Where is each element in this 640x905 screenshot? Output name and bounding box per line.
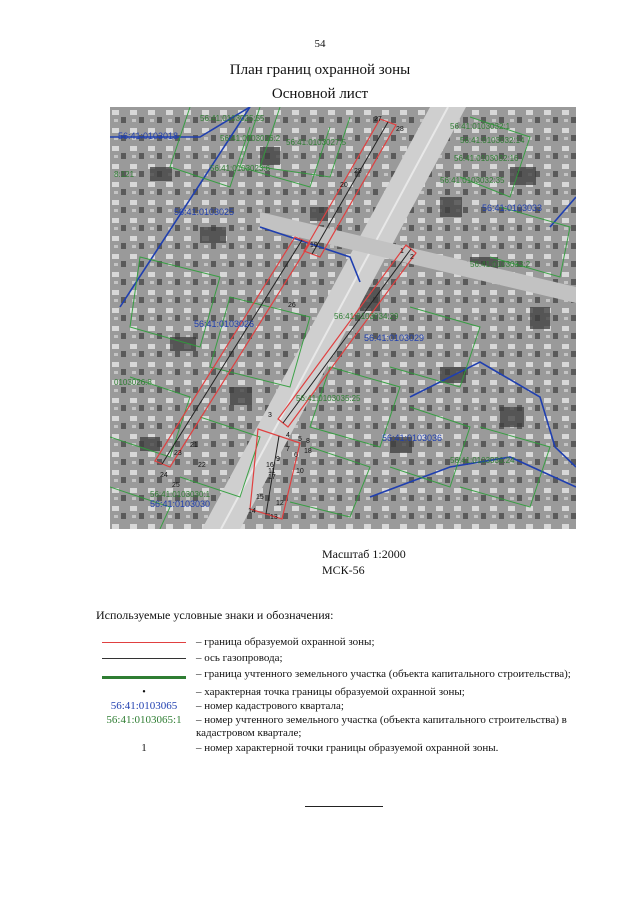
map-svg (110, 107, 576, 529)
parcel-label: 0103026:8 (114, 378, 152, 387)
quarter-label: 56:41:0103025 (174, 207, 235, 217)
point-label: 27 (374, 116, 382, 123)
parcel-label: 56:41:0103035:25 (296, 394, 361, 403)
point-label: 14 (248, 508, 256, 515)
scale-text: Масштаб 1:2000 (322, 547, 406, 561)
legend-title: Используемые условные знаки и обозначения: (96, 608, 334, 622)
point-label: 8 (306, 438, 310, 445)
point-label: 24 (160, 472, 168, 479)
point-label: 5 (298, 436, 302, 443)
legend-desc: – характерная точка границы образуемой охранной зоны; (196, 686, 465, 698)
page-title: План границ охранной зоны (229, 62, 411, 78)
parcel-label: 56:41:0103032:14 (460, 136, 525, 145)
signature-line (305, 806, 383, 807)
point-label: 1 (400, 248, 404, 255)
legend-symbol-axis-line (102, 652, 186, 659)
point-label: 21 (190, 442, 198, 449)
point-label: 22 (198, 462, 206, 469)
parcel-label: 8:121 (114, 170, 135, 179)
quarter-label: 56:41:0103030 (150, 499, 211, 509)
legend-symbol-quarter-number: 56:41:0103065 (110, 700, 178, 712)
point-label: 20 (340, 182, 348, 189)
aerial-map (110, 107, 576, 529)
point-label: 23 (174, 450, 182, 457)
crs-text: МСК-56 (322, 563, 365, 577)
point-label: 3 (268, 412, 272, 419)
point-label: 2 (410, 254, 414, 261)
point-label: 11 (268, 468, 276, 475)
legend-desc: – номер учтенного земельного участка (объекта капитального строительства) в кадастровом квартале; (196, 714, 567, 739)
point-label: 16 (266, 462, 274, 469)
point-label: 17 (268, 474, 276, 481)
point-label: 4 (286, 432, 290, 439)
quarter-label: 56:41:0103026 (194, 319, 255, 329)
quarter-label: 56:41:0103029 (364, 333, 425, 343)
page-number: 54 (314, 38, 326, 50)
parcel-label: 56:41:0103030:1 (150, 490, 211, 499)
point-label: 13 (270, 514, 278, 521)
parcel-label: 56:41:0103027:5 (286, 138, 347, 147)
point-label: 15 (256, 494, 264, 501)
point-label: 7 (286, 446, 290, 453)
point-label: 25 (172, 482, 180, 489)
point-label: 12 (276, 500, 284, 507)
quarter-label: 56:41:0103018 (118, 131, 179, 141)
parcel-label: 56:41:0103032:1 (450, 122, 511, 131)
parcel-label: 56:41:0103026:2 (220, 134, 281, 143)
point-label: 10 (296, 468, 304, 475)
parcel-label: 56:41:0103033:2 (470, 260, 531, 269)
quarter-label: 56:41:0103033 (482, 203, 543, 213)
parcel-label: 56:41:0103025:55 (200, 114, 265, 123)
legend-desc: – граница учтенного земельного участка (объекта капитального строительства); (196, 668, 571, 680)
legend-desc: – номер характерной точки границы образуемой охранной зоны. (196, 742, 499, 754)
legend-symbol-point-dot: • (142, 687, 146, 698)
point-label: 19 (310, 242, 318, 249)
legend-desc: – номер кадастрового квартала; (196, 700, 344, 712)
parcel-label: 56:41:0103034:29 (334, 312, 399, 321)
quarter-label: 56:41:0103036 (382, 433, 443, 443)
legend-symbol-parcel-line (102, 668, 186, 679)
parcel-label: 56:41:0103023:6 (210, 164, 271, 173)
legend-desc: – ось газопровода; (196, 652, 283, 664)
point-label: 26 (288, 302, 296, 309)
parcel-label: 56:41:0103036:24 (450, 456, 515, 465)
point-label: 6 (294, 452, 298, 459)
legend-symbol-parcel-number: 56:41:0103065:1 (106, 714, 182, 726)
page-subtitle: Основной лист (271, 86, 369, 102)
scale-block (322, 546, 406, 578)
parcel-label: 56:41:0103032:16 (454, 154, 519, 163)
legend-symbol-point-number: 1 (141, 742, 147, 754)
parcel-label: 56:41:0103032:35 (440, 176, 505, 185)
legend-desc: – граница образуемой охранной зоны; (196, 636, 375, 648)
point-label: 18 (304, 448, 312, 455)
point-label: 28 (396, 126, 404, 133)
point-label: 9 (276, 456, 280, 463)
legend-symbol-zone-line (102, 636, 186, 643)
point-label: 29 (354, 168, 362, 175)
